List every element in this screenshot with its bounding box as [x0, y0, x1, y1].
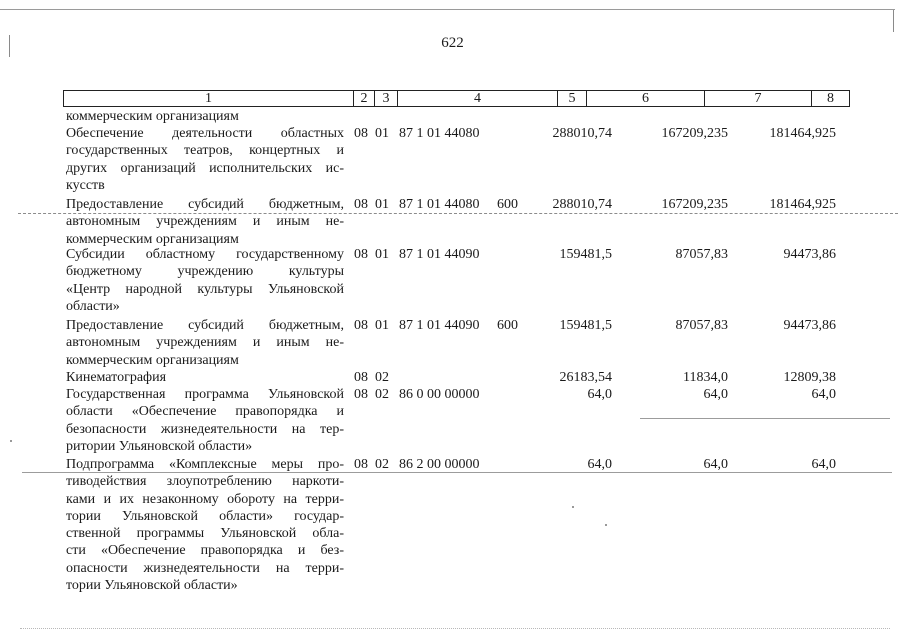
row-amount-8: 181464,925	[769, 197, 836, 212]
table-header-row	[63, 90, 850, 107]
row-name-line: тории Ульяновской области» государ-	[66, 508, 344, 524]
row-name-line: коммерческим организациям	[66, 352, 239, 368]
row-amount-7: 87057,83	[675, 318, 728, 333]
row-amount-8: 94473,86	[783, 318, 836, 333]
row-target-code: 87 1 01 44080	[399, 126, 480, 141]
scan-artifact-line	[18, 213, 898, 214]
row-name	[66, 125, 344, 194]
row-amount-7: 87057,83	[675, 247, 728, 262]
row-name-line: бюджетному учреждению культуры	[66, 264, 344, 280]
row-name-line: тиводействия злоупотреблению наркоти-	[66, 474, 344, 490]
row-amount-8: 64,0	[811, 457, 836, 472]
header-col-5: 5	[558, 91, 587, 106]
row-amount-8: 64,0	[811, 387, 836, 402]
row-subsection: 02	[375, 457, 389, 472]
row-expense-type: 600	[497, 318, 518, 333]
row-target-code: 87 1 01 44090	[399, 318, 480, 333]
row-section: 08	[354, 197, 368, 212]
row-section: 08	[354, 126, 368, 141]
row-name-line: безопасности жизнедеятельности на тер-	[66, 421, 344, 437]
header-col-2: 2	[354, 91, 375, 106]
page-number: 622	[441, 35, 464, 51]
row-name-line: автономным учреждениям и иным не-	[66, 335, 344, 351]
row-subsection: 02	[375, 370, 389, 385]
row-amount-7: 167209,235	[661, 197, 728, 212]
row-section: 08	[354, 387, 368, 402]
row-amount-8: 181464,925	[769, 126, 836, 141]
row-name	[66, 369, 344, 386]
row-subsection: 01	[375, 197, 389, 212]
row-name-line: Предоставление субсидий бюджетным,	[66, 197, 344, 212]
row-target-code: 87 1 01 44090	[399, 247, 480, 262]
page-top-edge	[0, 9, 895, 10]
row-name-line: других организаций исполнительских ис-	[66, 160, 344, 176]
row-amount-7: 167209,235	[661, 126, 728, 141]
row-name-line: Субсидии областному государственному	[66, 247, 344, 262]
row-target-code: 86 0 00 00000	[399, 387, 480, 402]
row-subsection: 01	[375, 318, 389, 333]
row-name-line: сти «Обеспечение правопорядка и без-	[66, 543, 344, 559]
row-name-line: кусств	[66, 177, 105, 193]
row-section: 08	[354, 457, 368, 472]
header-col-6: 6	[587, 91, 705, 106]
row-name	[66, 317, 344, 369]
scan-speck	[10, 440, 12, 442]
row-section: 08	[354, 247, 368, 262]
row-name-line: государственных театров, концертных и	[66, 143, 344, 159]
header-col-4: 4	[398, 91, 558, 106]
scan-speck	[572, 506, 574, 508]
scan-speck	[605, 524, 607, 526]
row-amount-6: 288010,74	[552, 197, 612, 212]
header-col-7: 7	[705, 91, 812, 106]
row-name-line: коммерческим организациям	[66, 109, 239, 124]
row-name-line: области»	[66, 298, 120, 314]
row-name	[66, 246, 344, 315]
row-name	[66, 196, 344, 248]
row-name	[66, 456, 344, 594]
row-section: 08	[354, 318, 368, 333]
row-amount-6: 26183,54	[559, 370, 612, 385]
scan-artifact-line	[20, 628, 890, 629]
row-name-line: Государственная программа Ульяновской	[66, 387, 344, 402]
row-name-line: «Центр народной культуры Ульяновской	[66, 281, 344, 297]
row-amount-8: 94473,86	[783, 247, 836, 262]
row-target-code: 87 1 01 44080	[399, 197, 480, 212]
row-name-line: Кинематография	[66, 370, 167, 385]
row-amount-8: 12809,38	[783, 370, 836, 385]
row-name-line: области «Обеспечение правопорядка и	[66, 404, 344, 420]
row-subsection: 02	[375, 387, 389, 402]
row-name-line: ками и их незаконному обороту на терри-	[66, 491, 344, 507]
row-subsection: 01	[375, 126, 389, 141]
row-amount-6: 64,0	[587, 457, 612, 472]
row-name-line: ственной программы Ульяновской обла-	[66, 526, 344, 542]
row-section: 08	[354, 370, 368, 385]
row-amount-6: 159481,5	[559, 318, 612, 333]
row-amount-7: 64,0	[703, 387, 728, 402]
row-name	[66, 108, 344, 125]
scan-artifact-line	[640, 418, 890, 419]
row-name-line: коммерческим организациям	[66, 231, 239, 247]
row-amount-6: 159481,5	[559, 247, 612, 262]
row-amount-6: 64,0	[587, 387, 612, 402]
row-name	[66, 386, 344, 455]
header-col-3: 3	[375, 91, 398, 106]
row-name-line: Подпрограмма «Комплексные меры про-	[66, 457, 344, 472]
header-col-8: 8	[827, 91, 834, 106]
row-name-line: автономным учреждениям и иным не-	[66, 214, 344, 230]
row-name-line: Обеспечение деятельности областных	[66, 126, 344, 141]
row-expense-type: 600	[497, 197, 518, 212]
page-right-edge	[893, 10, 894, 32]
row-amount-7: 11834,0	[683, 370, 728, 385]
row-name-line: тории Ульяновской области»	[66, 578, 238, 594]
row-subsection: 01	[375, 247, 389, 262]
row-name-line: ритории Ульяновской области»	[66, 438, 253, 454]
row-target-code: 86 2 00 00000	[399, 457, 480, 472]
row-name-line: Предоставление субсидий бюджетным,	[66, 318, 344, 333]
scan-artifact-line	[22, 472, 892, 473]
row-amount-6: 288010,74	[552, 126, 612, 141]
page-left-edge	[9, 35, 10, 57]
row-name-line: опасности жизнедеятельности на терри-	[66, 560, 344, 576]
row-amount-7: 64,0	[703, 457, 728, 472]
header-col-1: 1	[64, 91, 354, 106]
